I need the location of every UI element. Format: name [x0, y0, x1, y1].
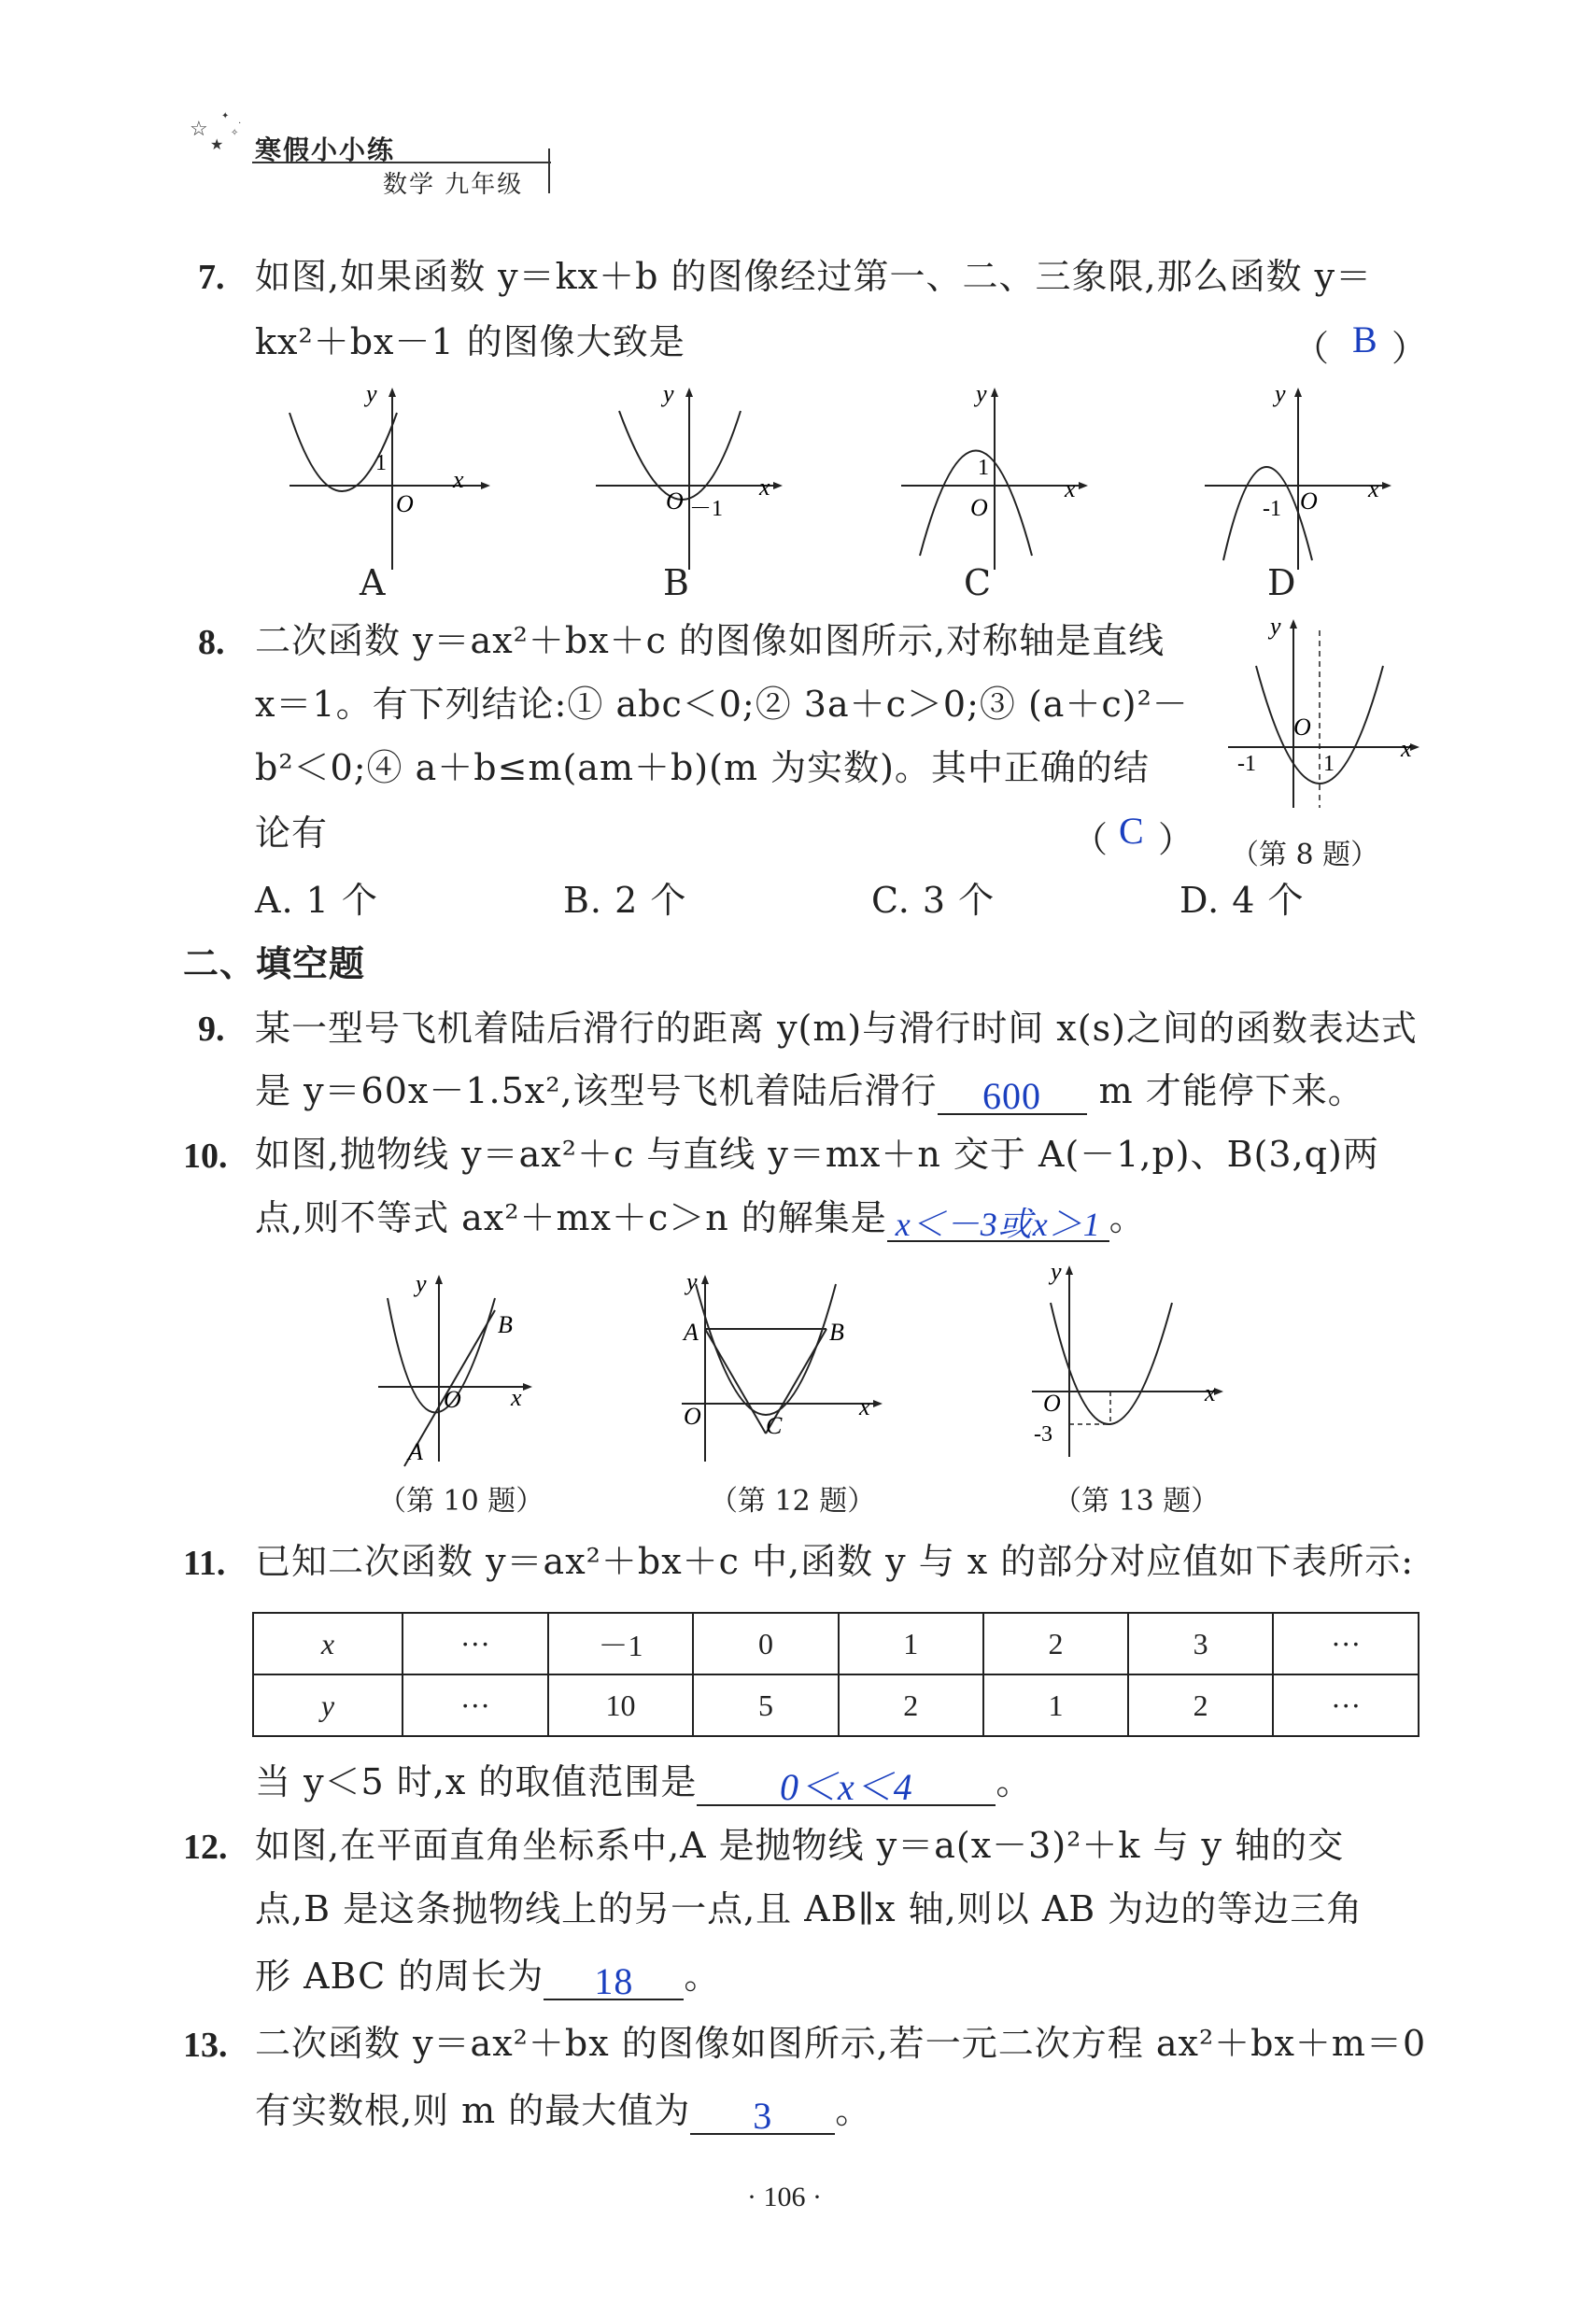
intercept-label: -1 — [1263, 497, 1281, 521]
q7-line2: kx²＋bx－1 的图像大致是 — [255, 321, 685, 362]
table-cell: ··· — [1273, 1674, 1419, 1736]
q10-line2-text: 点,则不等式 ax²＋mx＋c＞n 的解集是 — [255, 1197, 887, 1238]
root-neg1-label: -1 — [1237, 752, 1256, 776]
q12-answer-blank — [544, 1957, 684, 2000]
table-cell: 10 — [548, 1674, 694, 1736]
axis-x-label: x — [1401, 735, 1412, 762]
q7-graph-a — [280, 383, 495, 579]
axis-x-label: x — [453, 466, 464, 493]
origin-label: O — [396, 490, 414, 517]
q9-line2 — [255, 1067, 1364, 1115]
point-c-label: C — [766, 1412, 783, 1439]
q9-answer-blank — [938, 1072, 1087, 1115]
origin-label: O — [1300, 487, 1318, 515]
origin-label: O — [666, 487, 684, 515]
q9-line2-text: 是 y＝60x－1.5x²,该型号飞机着陆后滑行 — [255, 1070, 938, 1111]
point-a-label: A — [684, 1319, 699, 1346]
q10-answer-blank — [887, 1199, 1109, 1242]
section-title-fill-blank: 二、填空题 — [183, 943, 366, 984]
axis-y-label: y — [366, 383, 377, 407]
q13-answer-blank — [690, 2092, 835, 2135]
q8-choice-d: D. 4 个 — [1179, 880, 1305, 921]
header-subject: 数学 九年级 — [383, 171, 524, 199]
q13-line1: 二次函数 y＝ax²＋bx 的图像如图所示,若一元二次方程 ax²＋bx＋m＝0 — [255, 2023, 1427, 2064]
q8-line3: b²＜0;④ a＋b≤m(am＋b)(m 为实数)。其中正确的结 — [255, 747, 1150, 788]
axis-x-label: x — [1205, 1379, 1216, 1406]
q8-line4: 论有 — [255, 812, 329, 854]
q8-paren-close: ） — [1158, 819, 1194, 860]
axis-y-label: y — [686, 1268, 698, 1295]
q8-line2: x＝1。有下列结论:① abc＜0;② 3a＋c＞0;③ (a＋c)²－ — [255, 684, 1189, 725]
q13-number: 13. — [183, 2026, 228, 2065]
q8-number: 8. — [198, 623, 225, 662]
figure-13-caption: （第 13 题） — [1053, 1485, 1220, 1518]
q10-answer: x＜－3或x＞1 — [895, 1206, 1101, 1243]
star-decoration-icon — [182, 107, 257, 163]
table-cell: y — [253, 1674, 403, 1736]
table-cell: 5 — [693, 1674, 838, 1736]
q12-answer: 18 — [594, 1960, 634, 2002]
q13-line2 — [255, 2086, 871, 2135]
origin-label: O — [970, 494, 988, 521]
table-cell: 0 — [693, 1613, 838, 1674]
intercept-label: 1 — [978, 456, 989, 480]
q12-line1: 如图,在平面直角坐标系中,A 是抛物线 y＝a(x－3)²＋k 与 y 轴的交 — [255, 1825, 1345, 1866]
axis-one-label: 1 — [1323, 752, 1335, 776]
q11-answer: 0＜x＜4 — [780, 1766, 913, 1808]
origin-label: O — [684, 1403, 701, 1430]
q8-choice-b: B. 2 个 — [563, 880, 687, 921]
q13-line2-text: 有实数根,则 m 的最大值为 — [255, 2090, 691, 2131]
table-cell: ··· — [1273, 1613, 1419, 1674]
q7-answer: B — [1352, 318, 1377, 360]
q13-answer: 3 — [753, 2095, 773, 2137]
figure-10 — [369, 1265, 556, 1471]
q7-graph-d — [1195, 383, 1410, 579]
page-header — [182, 107, 584, 201]
svg-text:☆: ☆ — [190, 117, 208, 140]
q7-line1: 如图,如果函数 y＝kx＋b 的图像经过第一、二、三象限,那么函数 y＝ — [255, 256, 1373, 297]
svg-text:·: · — [238, 119, 242, 129]
q7-option-d: D — [1267, 562, 1297, 603]
q9-line1: 某一型号飞机着陆后滑行的距离 y(m)与滑行时间 x(s)之间的函数表达式 — [255, 1008, 1418, 1049]
q7-graph-c — [892, 383, 1107, 579]
svg-text:★: ★ — [210, 137, 224, 153]
q11-value-table — [252, 1612, 1419, 1737]
table-cell: 1 — [983, 1674, 1128, 1736]
axis-x-label: x — [859, 1393, 870, 1420]
table-cell: 3 — [1128, 1613, 1273, 1674]
q8-answer: C — [1119, 810, 1144, 852]
svg-text:✦: ✦ — [221, 111, 230, 121]
axis-x-label: x — [759, 473, 770, 501]
q8-graph — [1219, 612, 1434, 822]
axis-y-label: y — [1275, 383, 1286, 407]
q12-line3 — [255, 1952, 720, 2000]
q7-number: 7. — [198, 258, 225, 297]
q12-number: 12. — [183, 1828, 228, 1867]
header-underline — [252, 162, 551, 163]
q10-line2 — [255, 1194, 1146, 1242]
page-number: · 106 · — [747, 2182, 822, 2212]
q7-graph-b — [586, 383, 801, 579]
table-cell: －1 — [548, 1613, 694, 1674]
q11-line2 — [255, 1758, 1032, 1806]
origin-label: O — [444, 1386, 461, 1413]
axis-y-label: y — [1051, 1258, 1062, 1285]
axis-y-label: y — [663, 383, 674, 407]
q11-answer-blank — [697, 1763, 996, 1806]
figure-10-caption: （第 10 题） — [378, 1485, 544, 1518]
figure-12 — [672, 1265, 897, 1471]
table-row-y — [253, 1674, 1419, 1736]
q12-line3-tail: 。 — [684, 1956, 721, 1997]
q7-paren-open: （ — [1293, 328, 1330, 369]
q9-answer: 600 — [982, 1075, 1042, 1117]
svg-text:✧: ✧ — [231, 128, 239, 138]
table-cell: ··· — [403, 1674, 548, 1736]
intercept-label: －1 — [689, 497, 723, 521]
table-row-x — [253, 1613, 1419, 1674]
axis-y-label: y — [416, 1270, 427, 1297]
table-cell: ··· — [403, 1613, 548, 1674]
table-cell: x — [253, 1613, 403, 1674]
axis-y-label: y — [976, 383, 987, 407]
q11-line2-text: 当 y＜5 时,x 的取值范围是 — [255, 1761, 698, 1802]
origin-label: O — [1293, 713, 1311, 741]
q9-line2-tail: m 才能停下来。 — [1098, 1070, 1364, 1111]
table-cell: 2 — [983, 1613, 1128, 1674]
axis-x-label: x — [1065, 475, 1076, 502]
q7-paren-close: ） — [1391, 328, 1428, 369]
q7-option-c: C — [964, 562, 993, 603]
q8-line1: 二次函数 y＝ax²＋bx＋c 的图像如图所示,对称轴是直线 — [255, 620, 1165, 661]
q10-line2-tail: 。 — [1109, 1197, 1146, 1238]
q8-figure-caption: （第 8 题） — [1231, 839, 1379, 871]
figure-13 — [1023, 1256, 1247, 1462]
origin-label: O — [1043, 1390, 1061, 1417]
q7-option-b: B — [663, 562, 690, 603]
table-cell: 2 — [1128, 1674, 1273, 1736]
min-value-label: -3 — [1034, 1422, 1052, 1447]
q11-line2-tail: 。 — [996, 1761, 1033, 1802]
table-cell: 1 — [839, 1613, 983, 1674]
header-vertical-rule — [548, 148, 550, 193]
point-a-label: A — [408, 1438, 423, 1465]
axis-x-label: x — [511, 1384, 522, 1411]
axis-x-label: x — [1368, 475, 1379, 502]
q13-line2-tail: 。 — [835, 2090, 872, 2131]
header-series-title: 寒假小小练 — [255, 134, 396, 165]
q10-number: 10. — [183, 1137, 228, 1176]
q8-paren-open: （ — [1072, 819, 1109, 860]
q11-number: 11. — [183, 1544, 226, 1583]
intercept-label: 1 — [375, 451, 387, 475]
q9-number: 9. — [198, 1010, 225, 1049]
table-cell: 2 — [839, 1674, 983, 1736]
q11-line1: 已知二次函数 y＝ax²＋bx＋c 中,函数 y 与 x 的部分对应值如下表所示: — [255, 1541, 1415, 1582]
q8-choice-c: C. 3 个 — [871, 880, 996, 921]
axis-y-label: y — [1270, 613, 1281, 640]
q10-line1: 如图,抛物线 y＝ax²＋c 与直线 y＝mx＋n 交于 A(－1,p)、B(3,q)两 — [255, 1134, 1379, 1175]
q7-option-a: A — [360, 562, 387, 603]
q12-line3-text: 形 ABC 的周长为 — [255, 1956, 544, 1997]
q8-choice-a: A. 1 个 — [255, 880, 378, 921]
q12-line2: 点,B 是这条抛物线上的另一点,且 AB∥x 轴,则以 AB 为边的等边三角 — [255, 1888, 1363, 1929]
figure-12-caption: （第 12 题） — [710, 1485, 876, 1518]
point-b-label: B — [498, 1311, 513, 1338]
point-b-label: B — [829, 1319, 844, 1346]
